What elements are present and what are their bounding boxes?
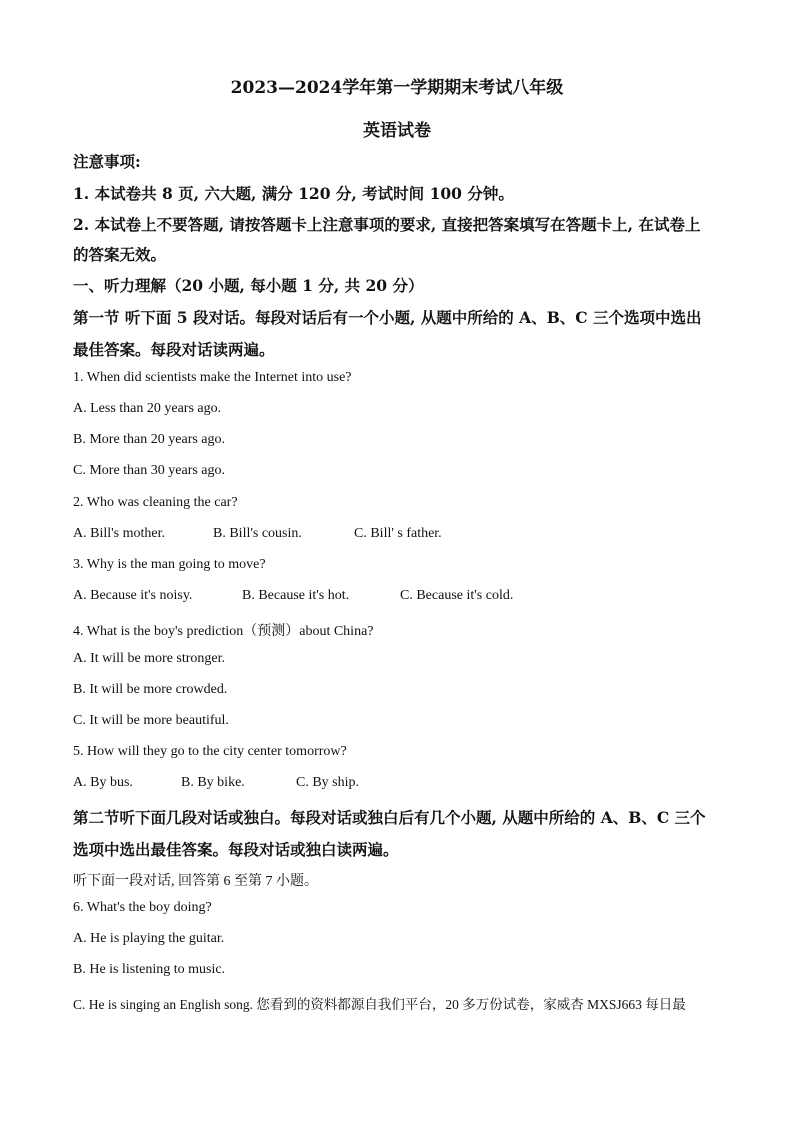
q2-stem: 2. Who was cleaning the car? xyxy=(73,495,238,510)
q4-stem: 4. What is the boy's prediction（预测）about China? xyxy=(73,624,374,639)
q5-option-b: B. By bike. xyxy=(181,775,245,790)
q4-option-b: B. It will be more crowded. xyxy=(73,682,228,697)
q3-option-a: A. Because it's noisy. xyxy=(73,588,193,603)
section1-instructions-line-2: 最佳答案。每段对话读两遍。 xyxy=(73,340,275,359)
q2-option-a: A. Bill's mother. xyxy=(73,526,165,541)
section2-instructions-line-1: 第二节听下面几段对话或独白。每段对话或独白后有几个小题, 从题中所给的 A、B、C 三个 xyxy=(73,808,706,827)
q4-option-c: C. It will be more beautiful. xyxy=(73,713,229,728)
q3-option-b: B. Because it's hot. xyxy=(242,588,350,603)
exam-subtitle: 英语试卷 xyxy=(363,121,431,141)
q6-option-a: A. He is playing the guitar. xyxy=(73,931,225,946)
q1-option-a: A. Less than 20 years ago. xyxy=(73,401,222,416)
exam-title: 2023—2024学年第一学期期末考试八年级 xyxy=(230,78,564,98)
q4-option-a: A. It will be more stronger. xyxy=(73,651,226,666)
q1-stem: 1. When did scientists make the Internet into use? xyxy=(73,370,352,385)
q1-option-c: C. More than 30 years ago. xyxy=(73,463,226,478)
q2-option-c: C. Bill' s father. xyxy=(354,526,442,541)
q6-option-b: B. He is listening to music. xyxy=(73,962,226,977)
note-item-2-line-1: 2. 本试卷上不要答题, 请按答题卡上注意事项的要求, 直接把答案填写在答题卡上, 在试卷上 xyxy=(73,215,701,234)
q6-option-c: C. He is singing an English song. 您看到的资料都源自我们平台，20 多万份试卷，家威杏 MXSJ663 每日最 xyxy=(73,997,686,1012)
q3-option-c: C. Because it's cold. xyxy=(400,588,514,603)
notes-heading: 注意事项: xyxy=(73,152,141,171)
q1-option-b: B. More than 20 years ago. xyxy=(73,432,226,447)
note-item-1: 1. 本试卷共 8 页, 六大题, 满分 120 分, 考试时间 100 分钟。 xyxy=(73,184,514,203)
dialogue-instruction: 听下面一段对话, 回答第 6 至第 7 小题。 xyxy=(73,874,318,889)
part1-heading: 一、听力理解（20 小题, 每小题 1 分, 共 20 分） xyxy=(73,276,424,295)
q6-stem: 6. What's the boy doing? xyxy=(73,900,212,915)
note-item-2-line-2: 的答案无效。 xyxy=(73,245,167,264)
q3-stem: 3. Why is the man going to move? xyxy=(73,557,266,572)
q5-option-c: C. By ship. xyxy=(296,775,360,790)
section1-instructions-line-1: 第一节 听下面 5 段对话。每段对话后有一个小题, 从题中所给的 A、B、C 三个选项中选出 xyxy=(73,308,702,327)
q5-stem: 5. How will they go to the city center tomorrow? xyxy=(73,744,347,759)
q5-option-a: A. By bus. xyxy=(73,775,133,790)
q2-option-b: B. Bill's cousin. xyxy=(213,526,302,541)
section2-instructions-line-2: 选项中选出最佳答案。每段对话或独白读两遍。 xyxy=(73,840,399,859)
